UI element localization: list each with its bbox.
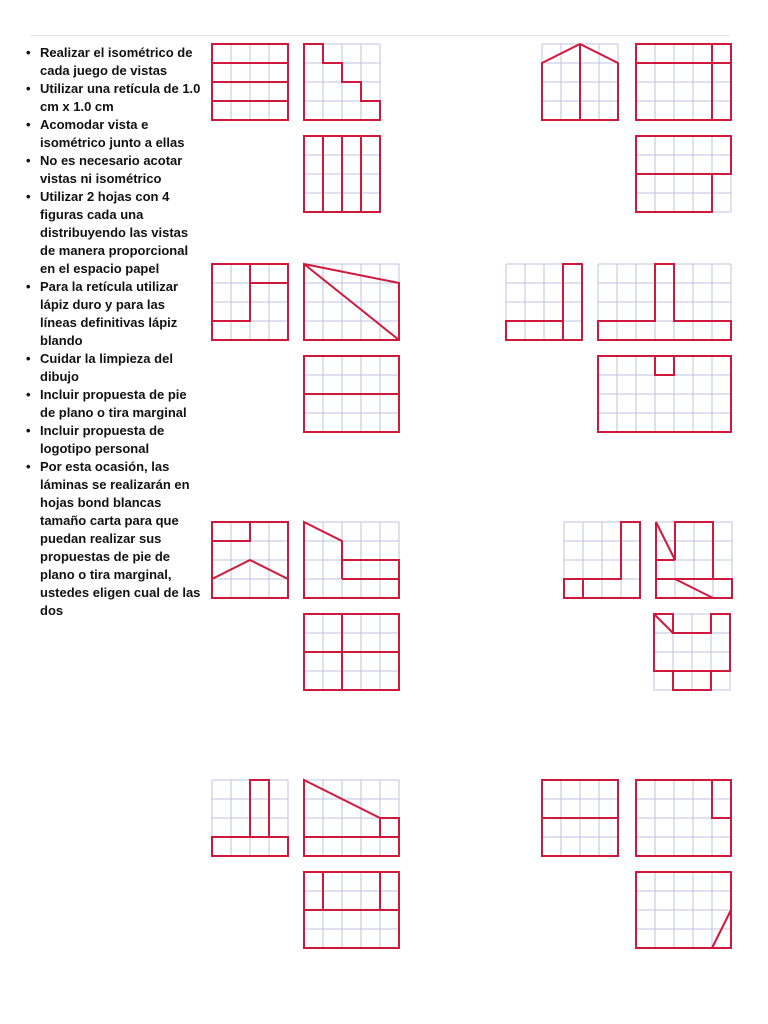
bullet-icon: • (26, 81, 31, 96)
bullet-icon: • (26, 153, 31, 168)
instruction-item: • No es necesario acotar vistas ni isométrico (26, 153, 183, 186)
grid-lines (598, 356, 731, 432)
bullet-icon: • (26, 189, 31, 204)
bullet-icon: • (26, 351, 31, 366)
instruction-item: • Por esta ocasión, las láminas se realizarán en hojas bond blancas tamaño carta para que puedan realizar sus propuestas de pie de plano o tira marginal, ustedes eligen cual de las dos (26, 459, 201, 618)
grid-lines (564, 522, 640, 598)
instruction-item: • Acomodar vista e isométrico junto a ellas (26, 117, 185, 150)
bullet-icon: • (26, 45, 31, 60)
bullet-icon: • (26, 387, 31, 402)
instruction-item: • Cuidar la limpieza del dibujo (26, 351, 173, 384)
instruction-item: • Realizar el isométrico de cada juego de vistas (26, 45, 193, 78)
instruction-item: • Utilizar 2 hojas con 4 figuras cada una distribuyendo las vistas de manera proporcional en el espacio papel (26, 189, 189, 276)
bullet-icon: • (26, 117, 31, 132)
instruction-item: • Utilizar una retícula de 1.0 cm x 1.0 cm (26, 81, 201, 114)
grid-lines (598, 264, 731, 340)
instruction-item: • Incluir propuesta de logotipo personal (26, 423, 165, 456)
bullet-icon: • (26, 423, 31, 438)
edge-line (654, 614, 673, 633)
slot-rect (655, 356, 674, 375)
bullet-icon: • (26, 459, 31, 474)
instruction-item: • Para la retícula utilizar lápiz duro y para las líneas definitivas lápiz blando (26, 279, 179, 348)
grid-lines (506, 264, 582, 340)
bullet-icon: • (26, 279, 31, 294)
grid-lines (636, 44, 731, 120)
instruction-item: • Incluir propuesta de pie de plano o tira marginal (26, 387, 187, 420)
